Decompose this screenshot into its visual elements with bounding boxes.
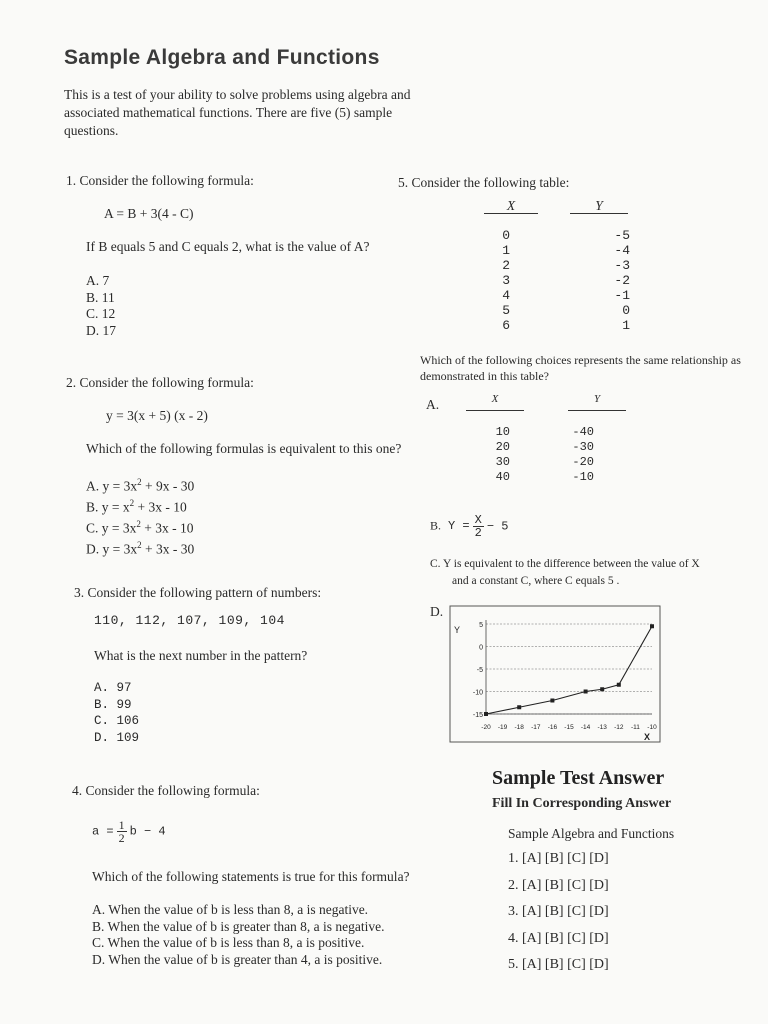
q1-formula: A = B + 3(4 - C) xyxy=(104,206,194,221)
chart-y-tick: -15 xyxy=(472,712,483,719)
q5-table-y-value: 0 xyxy=(622,303,630,318)
q5-col-x-rule xyxy=(484,213,538,214)
chart-y-tick: 0 xyxy=(479,644,483,652)
q5-table-row xyxy=(490,318,630,333)
q3-stem: 3. Consider the following pattern of numbers: xyxy=(74,585,322,600)
q2-options xyxy=(86,474,194,558)
intro-text: This is a test of your ability to solve problems using algebra and associated mathematical functions. There are five (5) sample questions. xyxy=(64,87,411,138)
q5-table-y-value: 1 xyxy=(622,318,630,333)
q5-b-label: B. xyxy=(430,518,442,533)
q2-b-lead: B. y = x xyxy=(86,499,130,515)
chart-x-tick: -16 xyxy=(547,724,558,731)
q5-col-y: Y xyxy=(595,198,603,213)
q5-question: Which of the following choices represents the same relationship as demonstrated in this table? xyxy=(420,353,741,383)
chart-y-tick: 5 xyxy=(479,622,483,629)
q5-a-table-row xyxy=(490,470,594,485)
q2-d-tail: + 3x - 30 xyxy=(141,541,195,557)
chart-x-tick: -10 xyxy=(647,724,657,731)
q4-formula-right: b − 4 xyxy=(129,824,166,839)
q5-c-text-2: and a constant C, where C equals 5 . xyxy=(452,575,620,587)
q5-choice-a-label[interactable]: A. xyxy=(426,397,440,412)
q4-fraction xyxy=(117,819,127,844)
q5-table-row xyxy=(490,228,630,243)
answer-row-5[interactable]: 5. [A] [B] [C] [D] xyxy=(508,957,609,972)
q5-choice-d-chart xyxy=(446,602,664,744)
q3-option-b[interactable]: B. 99 xyxy=(94,697,132,712)
q2-b-tail: + 3x - 10 xyxy=(134,499,187,515)
chart-y-tick: -5 xyxy=(476,667,483,674)
answer-rows xyxy=(508,851,609,984)
q5-choice-a-table xyxy=(490,425,594,485)
q1-option-a[interactable]: A. 7 xyxy=(86,273,110,288)
answer-section: Sample Algebra and Functions xyxy=(508,826,675,841)
q4-option-b[interactable]: B. When the value of b is greater than 8, a is negative. xyxy=(92,918,385,934)
q2-c-lead: C. y = 3x xyxy=(86,520,137,536)
q2-option-b[interactable] xyxy=(86,495,194,516)
q5-table-y-value: -4 xyxy=(614,243,630,258)
chart-point xyxy=(600,687,604,691)
q5-a-table-y-value: -40 xyxy=(572,425,594,439)
answer-row-3[interactable]: 3. [A] [B] [C] [D] xyxy=(508,904,609,919)
chart-point xyxy=(517,705,521,709)
q5-table-x-value: 4 xyxy=(502,288,510,303)
q4-formula xyxy=(92,819,166,844)
chart-series-line xyxy=(486,626,652,714)
q5-c-label: C. xyxy=(430,558,441,570)
q2-d-lead: D. y = 3x xyxy=(86,541,138,557)
q2-formula: y = 3(x + 5) (x - 2) xyxy=(106,408,208,423)
q5-a-table-y-value: -30 xyxy=(572,440,594,454)
q5-c-text-1: Y is equivalent to the difference between the value of X xyxy=(443,558,700,570)
q5-table-y-value: -3 xyxy=(614,258,630,273)
q2-c-exp: 2 xyxy=(136,519,141,529)
q4-option-c[interactable]: C. When the value of b is less than 8, a is positive. xyxy=(92,935,365,950)
q5-a-table-x-value: 20 xyxy=(495,440,510,454)
chart-y-tick: -10 xyxy=(472,689,483,697)
q1-option-c[interactable]: C. 12 xyxy=(86,306,116,321)
page-title: Sample Algebra and Functions xyxy=(64,46,380,69)
q5-b-frac-num: X xyxy=(474,513,482,527)
chart-point xyxy=(550,699,554,703)
q5-a-table-row xyxy=(490,455,594,470)
q5-table-x-value: 5 xyxy=(502,303,510,318)
q3-options xyxy=(94,680,139,746)
q3-option-c[interactable]: C. 106 xyxy=(94,714,140,728)
q4-options xyxy=(92,902,385,968)
q5-table-x-value: 0 xyxy=(502,228,510,243)
q3-option-d[interactable]: D. 109 xyxy=(94,730,140,745)
q5-table-row xyxy=(490,243,630,258)
q5-a-table-row xyxy=(490,440,594,455)
q2-d-exp: 2 xyxy=(137,540,142,550)
q5-choice-c[interactable] xyxy=(430,556,700,590)
q5-table-row xyxy=(490,273,630,288)
q4-frac-num: 1 xyxy=(118,818,125,832)
chart-x-tick: -15 xyxy=(564,724,574,731)
q2-c-tail: + 3x - 10 xyxy=(140,520,194,536)
q5-b-fraction xyxy=(473,514,484,539)
q2-question: Which of the following formulas is equivalent to this one? xyxy=(86,441,402,456)
q5-a-col-x-rule xyxy=(466,410,524,411)
q5-a-col-y-rule xyxy=(568,410,626,411)
chart-x-tick: -20 xyxy=(481,724,491,731)
q5-table-row xyxy=(490,288,630,303)
q2-a-exp: 2 xyxy=(137,477,142,487)
chart-point xyxy=(650,624,654,628)
chart-point xyxy=(617,683,621,687)
q2-option-d[interactable] xyxy=(86,537,194,558)
chart-x-label: X xyxy=(644,732,651,742)
q4-question: Which of the following statements is true for this formula? xyxy=(92,869,410,884)
q3-question: What is the next number in the pattern? xyxy=(94,648,308,663)
q2-option-c[interactable] xyxy=(86,516,194,537)
q3-pattern: 110, 112, 107, 109, 104 xyxy=(94,613,285,628)
chart-x-tick: -19 xyxy=(497,724,508,731)
q2-stem: 2. Consider the following formula: xyxy=(66,375,254,390)
q5-b-frac-den: 2 xyxy=(474,526,482,540)
q4-stem: 4. Consider the following formula: xyxy=(72,783,260,798)
q2-option-a[interactable] xyxy=(86,474,194,495)
q5-a-table-x-value: 10 xyxy=(495,425,510,439)
answer-row-2[interactable]: 2. [A] [B] [C] [D] xyxy=(508,877,609,893)
q5-a-col-x: X xyxy=(491,393,499,405)
q5-table-x-value: 6 xyxy=(502,318,510,333)
q2-b-exp: 2 xyxy=(129,498,135,508)
q5-table-y-value: -1 xyxy=(614,288,630,303)
chart-point xyxy=(484,712,488,716)
chart-x-tick: -18 xyxy=(514,724,524,731)
chart-x-tick: -13 xyxy=(597,724,607,731)
q5-table-x-value: 1 xyxy=(502,243,510,258)
q5-col-x: X xyxy=(506,198,516,213)
q5-a-table-y-value: -20 xyxy=(572,455,594,469)
q3-option-a[interactable]: A. 97 xyxy=(94,681,132,695)
q1-options xyxy=(86,273,116,339)
q5-col-y-rule xyxy=(570,213,628,214)
q2-a-tail: + 9x - 30 xyxy=(141,478,195,494)
q5-table-x-value: 2 xyxy=(502,258,510,273)
q5-b-left: Y = xyxy=(448,519,470,534)
q5-table-row xyxy=(490,303,630,318)
q5-a-table-row xyxy=(490,425,594,440)
chart-x-tick: -17 xyxy=(531,724,541,731)
chart-x-tick: -11 xyxy=(630,724,640,731)
q5-table-row xyxy=(490,258,630,273)
answer-row-1[interactable]: 1. [A] [B] [C] [D] xyxy=(508,851,609,866)
chart-point xyxy=(584,690,588,694)
q5-a-table-x-value: 30 xyxy=(495,455,510,469)
q4-option-a[interactable]: A. When the value of b is less than 8, a is negative. xyxy=(92,902,369,917)
chart-x-tick: -12 xyxy=(614,724,624,731)
answer-subheading: Fill In Corresponding Answer xyxy=(492,796,672,811)
q5-b-right: − 5 xyxy=(486,519,509,534)
q1-question: If B equals 5 and C equals 2, what is the value of A? xyxy=(86,239,370,254)
answer-heading: Sample Test Answer xyxy=(492,767,665,789)
q5-stem: 5. Consider the following table: xyxy=(398,175,570,190)
q4-frac-den: 2 xyxy=(118,831,125,845)
q5-choice-d-label[interactable]: D. xyxy=(430,604,444,619)
q5-table xyxy=(490,228,630,333)
q5-table-y-value: -5 xyxy=(614,228,630,243)
chart-x-tick: -14 xyxy=(580,724,591,731)
q1-option-b[interactable]: B. 11 xyxy=(86,289,115,305)
chart-y-label: Y xyxy=(454,625,461,635)
q5-table-x-value: 3 xyxy=(502,273,510,288)
q5-table-y-value: -2 xyxy=(614,273,630,288)
q5-choice-b[interactable] xyxy=(430,514,508,539)
q1-stem: 1. Consider the following formula: xyxy=(66,173,254,188)
q5-a-table-y-value: -10 xyxy=(572,470,594,484)
q2-a-lead: A. y = 3x xyxy=(86,478,138,494)
q4-formula-left: a = xyxy=(92,824,114,839)
q4-option-d[interactable]: D. When the value of b is greater than 4, a is positive. xyxy=(92,951,383,967)
q5-a-col-y: Y xyxy=(593,393,601,405)
q5-a-table-x-value: 40 xyxy=(495,470,510,484)
q1-option-d[interactable]: D. 17 xyxy=(86,322,116,338)
answer-row-4[interactable]: 4. [A] [B] [C] [D] xyxy=(508,930,609,946)
